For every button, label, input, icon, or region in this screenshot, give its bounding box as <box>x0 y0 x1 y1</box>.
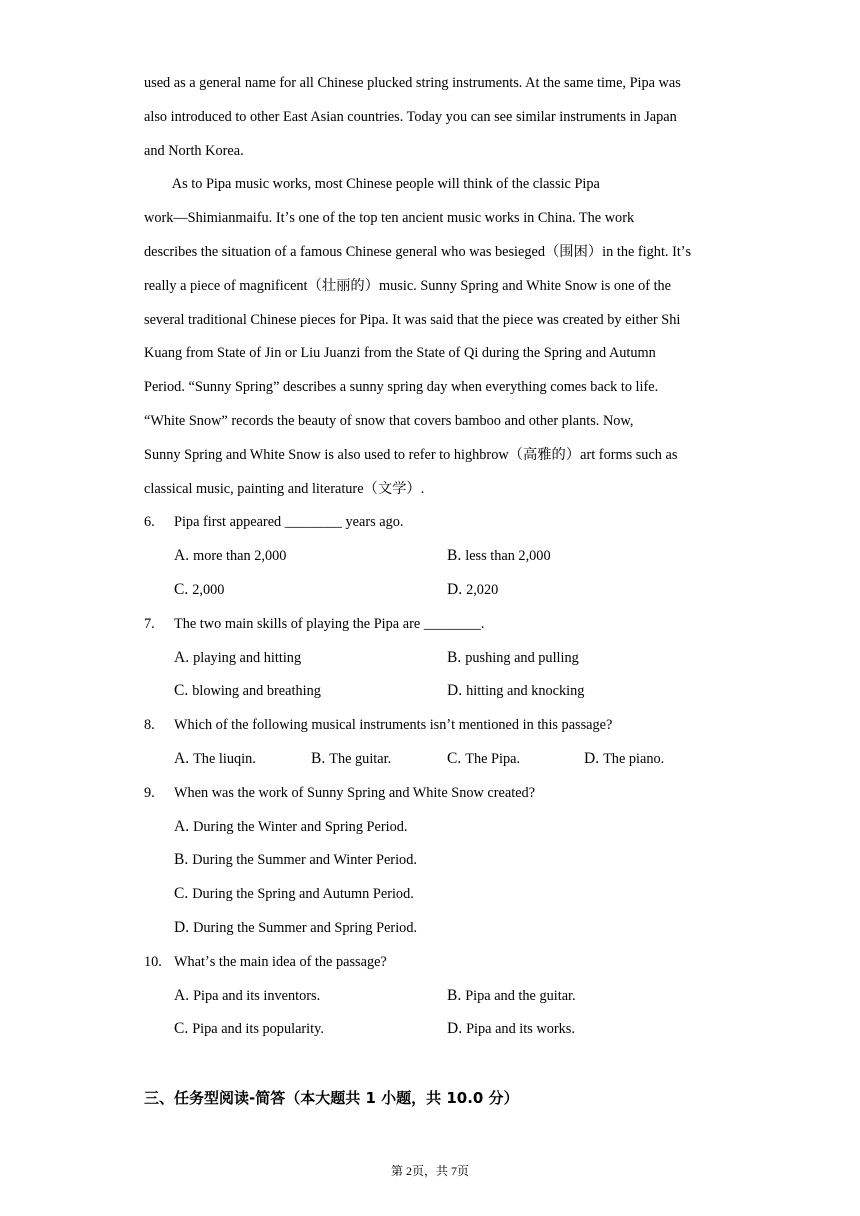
passage-line: Kuang from State of Jin or Liu Juanzi from the State of Qi during the Spring and Autumn <box>144 345 656 361</box>
passage-line: As to Pipa music works, most Chinese people will think of the classic Pipa <box>144 176 600 192</box>
question-number: 7. <box>144 616 155 632</box>
option-b[interactable]: B. The guitar. <box>311 750 392 767</box>
option-b[interactable]: B. less than 2,000 <box>447 547 551 564</box>
option-c[interactable]: C. blowing and breathing <box>174 682 321 699</box>
passage-line: several traditional Chinese pieces for Pipa. It was said that the piece was created by either Shi <box>144 312 681 328</box>
option-d[interactable]: D. 2,020 <box>447 581 499 598</box>
option-d[interactable]: D. Pipa and its works. <box>447 1020 575 1037</box>
option-c[interactable]: C. 2,000 <box>174 581 225 598</box>
page-footer: 第 2页，共 7页 <box>390 1164 469 1178</box>
passage-line: classical music, painting and literature（文学）. <box>144 481 425 497</box>
passage-line: Sunny Spring and White Snow is also used to refer to highbrow（高雅的）art forms such as <box>144 447 678 463</box>
passage-line: work—Shimianmaifu. Itʼs one of the top ten ancient music works in China. The work <box>144 210 635 226</box>
passage-line: Period. “Sunny Spring” describes a sunny spring day when everything comes back to life. <box>144 379 659 395</box>
question-stem: Pipa first appeared ________ years ago. <box>174 514 404 530</box>
passage-line: “White Snow” records the beauty of snow that covers bamboo and other plants. Now, <box>144 413 634 429</box>
passage-line: used as a general name for all Chinese plucked string instruments. At the same time, Pipa was <box>144 75 681 91</box>
option-b[interactable]: B. During the Summer and Winter Period. <box>174 851 417 868</box>
option-c[interactable]: C. Pipa and its popularity. <box>174 1020 324 1037</box>
option-d[interactable]: D. The piano. <box>584 750 665 767</box>
option-a[interactable]: A. more than 2,000 <box>174 547 287 564</box>
passage-line: also introduced to other East Asian countries. Today you can see similar instruments in Japan <box>144 109 677 125</box>
passage-line: describes the situation of a famous Chinese general who was besieged（围困）in the fight. Itʼs <box>144 244 692 260</box>
option-c[interactable]: C. The Pipa. <box>447 750 521 767</box>
option-a[interactable]: A. playing and hitting <box>174 649 302 666</box>
question-number: 9. <box>144 785 155 801</box>
question-number: 8. <box>144 717 155 733</box>
option-a[interactable]: A. During the Winter and Spring Period. <box>174 818 408 835</box>
passage-line: and North Korea. <box>144 143 244 159</box>
question-stem: Which of the following musical instruments isnʼt mentioned in this passage? <box>174 717 613 733</box>
passage-line: really a piece of magnificent（壮丽的）music. Sunny Spring and White Snow is one of the <box>144 278 672 294</box>
option-d[interactable]: D. During the Summer and Spring Period. <box>174 919 418 936</box>
option-a[interactable]: A. Pipa and its inventors. <box>174 987 321 1004</box>
option-a[interactable]: A. The liuqin. <box>174 750 256 767</box>
question-number: 6. <box>144 514 155 530</box>
option-b[interactable]: B. Pipa and the guitar. <box>447 987 576 1004</box>
question-stem: The two main skills of playing the Pipa are ________. <box>174 616 485 632</box>
section-heading: 三、任务型阅读-简答（本大题共 1 小题，共 10.0 分） <box>144 1089 519 1107</box>
question-number: 10. <box>144 954 162 970</box>
question-stem: When was the work of Sunny Spring and White Snow created? <box>174 785 536 801</box>
option-c[interactable]: C. During the Spring and Autumn Period. <box>174 885 414 902</box>
option-d[interactable]: D. hitting and knocking <box>447 682 585 699</box>
option-b[interactable]: B. pushing and pulling <box>447 649 579 666</box>
question-stem: Whatʼs the main idea of the passage? <box>174 954 387 970</box>
